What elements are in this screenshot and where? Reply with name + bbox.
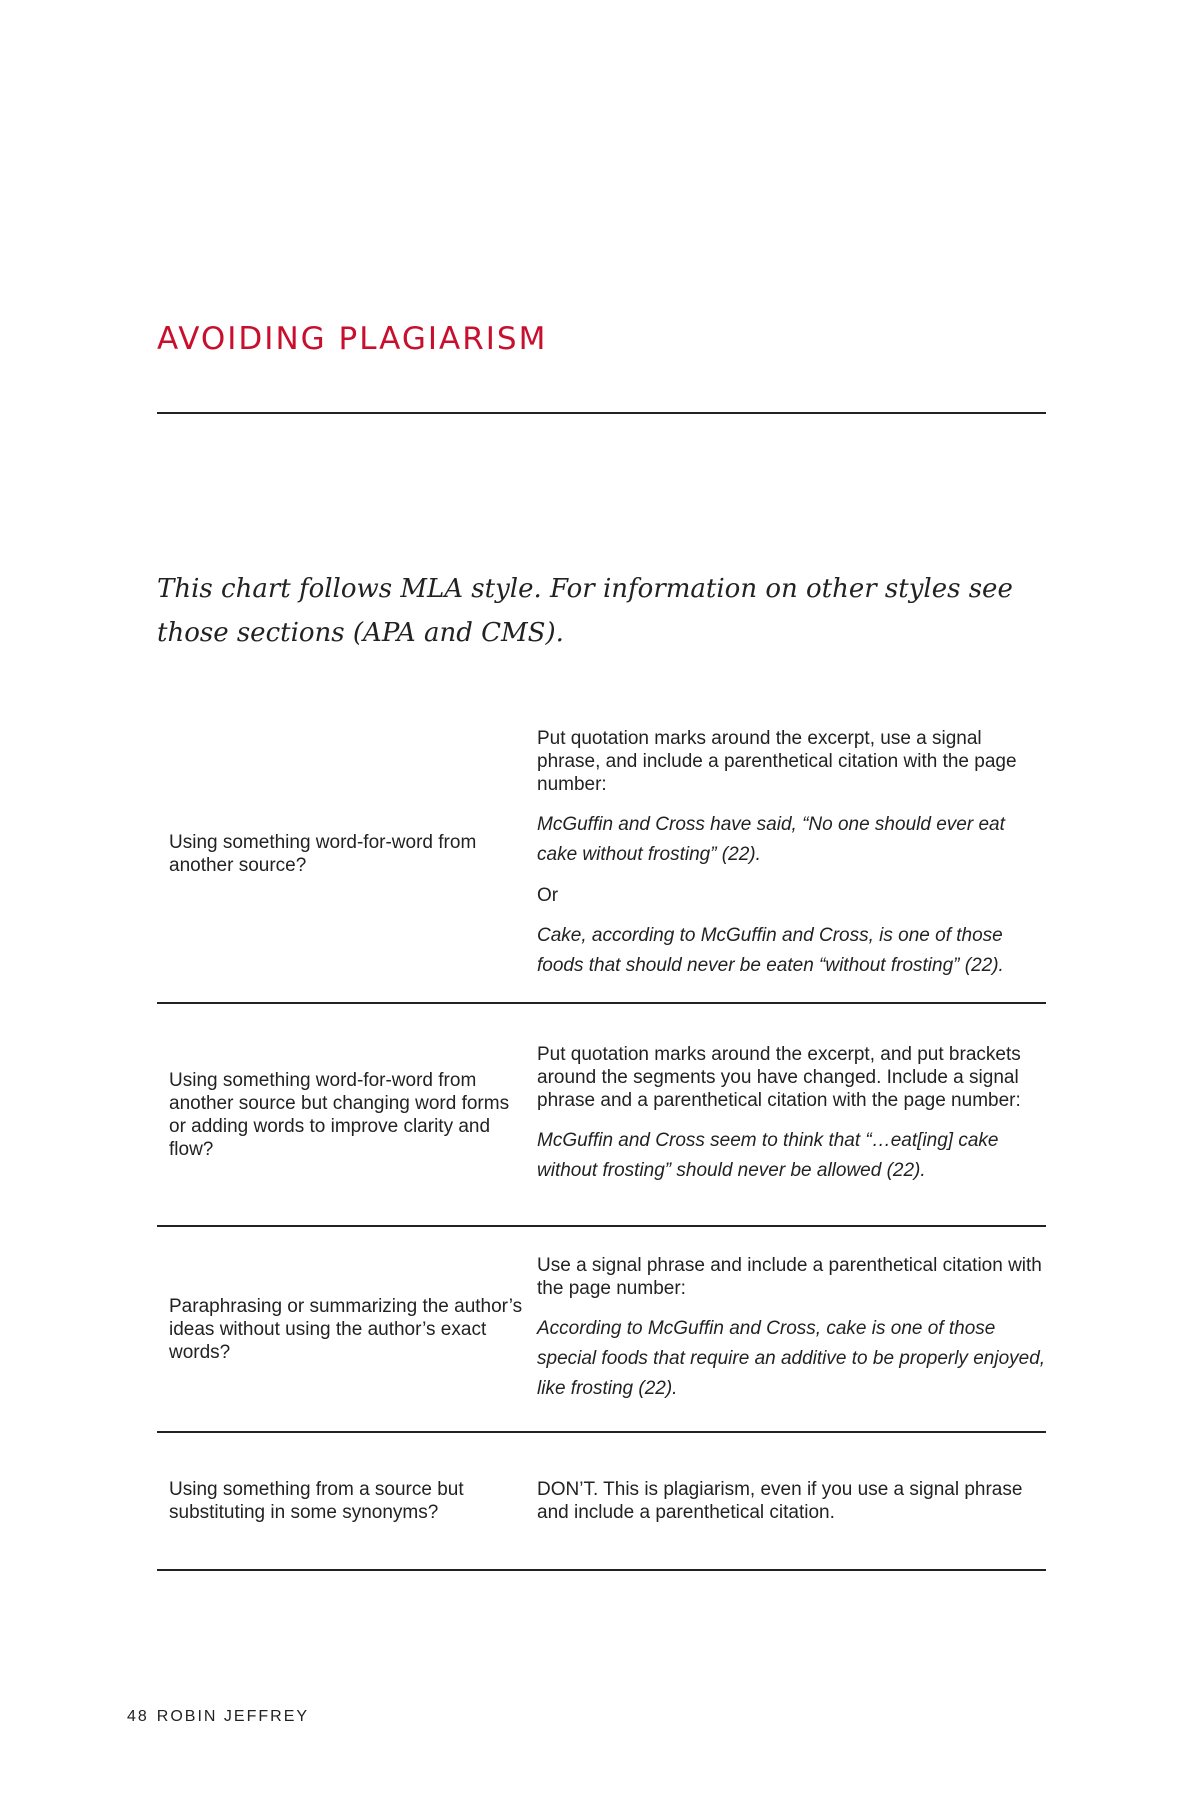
table-row bbox=[157, 1003, 1046, 1226]
row-answer bbox=[537, 1226, 1046, 1432]
intro-text: This chart follows MLA style. For information on other styles see those sections (APA and CMS). bbox=[157, 574, 1013, 648]
page-title: AVOIDING PLAGIARISM bbox=[157, 321, 548, 357]
plagiarism-chart bbox=[157, 705, 1046, 1571]
table-row bbox=[157, 705, 1046, 1003]
row-example: McGuffin and Cross seem to think that “…eat[ing] cake without frosting” should never be allowed (22). bbox=[537, 1130, 999, 1181]
table-row bbox=[157, 1432, 1046, 1570]
row-question: Using something from a source but substituting in some synonyms? bbox=[157, 1432, 537, 1570]
row-answer bbox=[537, 705, 1046, 1003]
page-footer bbox=[127, 1708, 309, 1726]
row-instruction: Put quotation marks around the excerpt, and put brackets around the segments you have changed. Include a signal phrase and a parenthetical citation with the page number: bbox=[537, 1044, 1021, 1111]
row-instruction: DON’T. This is plagiarism, even if you use a signal phrase and include a parenthetical citation. bbox=[537, 1479, 1023, 1523]
table-row bbox=[157, 1226, 1046, 1432]
row-instruction: Put quotation marks around the excerpt, use a signal phrase, and include a parenthetical citation with the page number: bbox=[537, 727, 1017, 795]
row-question: Paraphrasing or summarizing the author’s ideas without using the author’s exact words? bbox=[157, 1226, 537, 1432]
row-question: Using something word-for-word from another source? bbox=[157, 705, 537, 1003]
row-question: Using something word-for-word from another source but changing word forms or adding words to improve clarity and flow? bbox=[157, 1003, 537, 1226]
row-example: McGuffin and Cross have said, “No one should ever eat cake without frosting” (22). bbox=[537, 813, 1005, 865]
row-answer bbox=[537, 1003, 1046, 1226]
title-divider bbox=[157, 412, 1046, 414]
row-example: Cake, according to McGuffin and Cross, is one of those foods that should never be eaten “without frosting” (22). bbox=[537, 924, 1004, 976]
row-example: According to McGuffin and Cross, cake is one of those special foods that require an additive to be properly enjoyed, like frosting (22). bbox=[537, 1318, 1046, 1399]
row-instruction: Use a signal phrase and include a parenthetical citation with the page number: bbox=[537, 1255, 1042, 1299]
row-answer bbox=[537, 1432, 1046, 1570]
footer-author: ROBIN JEFFREY bbox=[156, 1708, 310, 1725]
page-number: 48 bbox=[127, 1708, 149, 1725]
row-connector: Or bbox=[537, 884, 559, 906]
